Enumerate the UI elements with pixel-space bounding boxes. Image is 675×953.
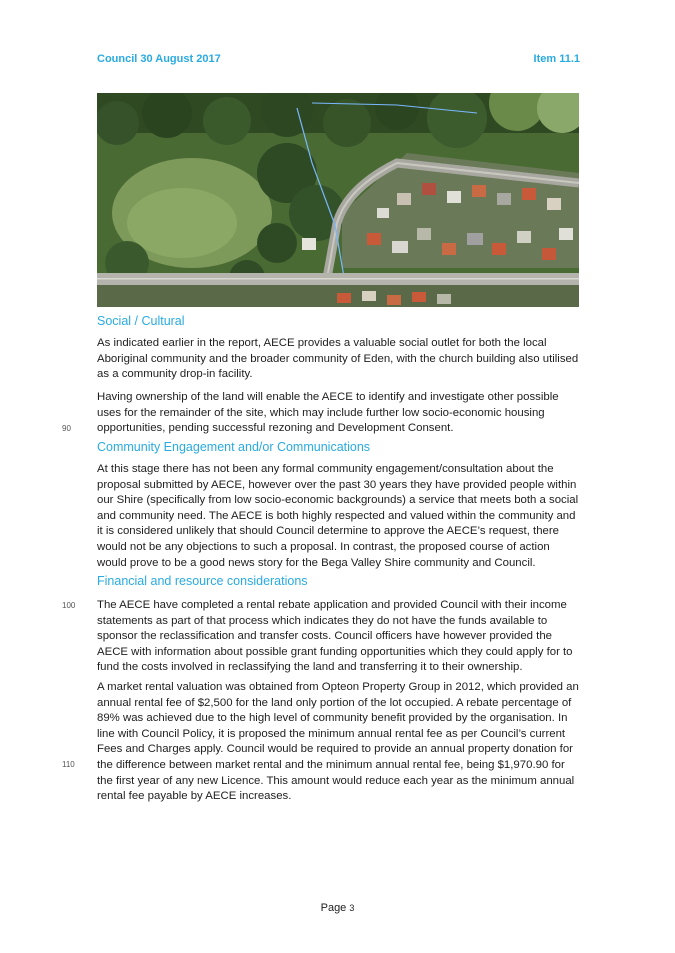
header-right: Item 11.1 [533, 53, 580, 65]
paragraph: A market rental valuation was obtained from Opteon Property Group in 2012, which provided an annual rental fee of $2,500 for the land only portion of the lot occupied. A rebate percentage of 89% was achieved due to the high level of community benefit provided by the organisation. In line with Council Policy, it is proposed the minimum annual rental fee as per Council’s current Fees and Charges apply. Council would be required to provide an annual property donation for the difference between market rental and the minimum annual rental fee, being $1,970.90 for the first year of any new Licence. This amount would reduce each year as the minimum annual rental fee payable by AECE increases. [97, 681, 579, 803]
line-number: 90 [62, 424, 71, 433]
section-heading-social: Social / Cultural [97, 314, 185, 328]
section-heading-financial: Financial and resource considerations [97, 574, 308, 588]
paragraph: As indicated earlier in the report, AECE provides a valuable social outlet for both the local Aboriginal community and the broader community of Eden, with the church building also utilised as a community drop-in facility. [97, 337, 579, 381]
page-number [0, 902, 675, 914]
section-heading-community: Community Engagement and/or Communications [97, 440, 371, 454]
aerial-photo-icon [97, 93, 579, 307]
line-number: 100 [62, 601, 76, 610]
header-left: Council 30 August 2017 [97, 53, 221, 65]
paragraph: Having ownership of the land will enable the AECE to identify and investigate other possible uses for the remainder of the site, which may include further low socio-economic housing opportunities, pending successful rezoning and Development Consent. [97, 391, 559, 435]
paragraph: At this stage there has not been any formal community engagement/consultation about the proposal submitted by AECE, however over the past 30 years they have provided people within our Shire (specifically from low socio-economic backgrounds) a service that meets both a social and community need. The AECE is both highly respected and valued within the community and it is considered unlikely that should Council determine to approve the AECE’s request, there would not be any objections to such a proposal. In contrast, the proposed course of action would prove to be a good news story for the Bega Valley Shire community and Council. [97, 463, 579, 569]
paragraph: The AECE have completed a rental rebate application and provided Council with their income statements as part of that process which indicates they do not have the funds available to sponsor the reclassification and transfer costs. Council officers have however provided the AECE with information about possible grant funding opportunities which they could apply for to fund the costs involved in reclassifying the land and transferring it to their ownership. [97, 599, 573, 674]
page-label: Page [320, 902, 347, 914]
page-number-value: 3 [349, 903, 355, 913]
line-number: 110 [62, 760, 75, 769]
